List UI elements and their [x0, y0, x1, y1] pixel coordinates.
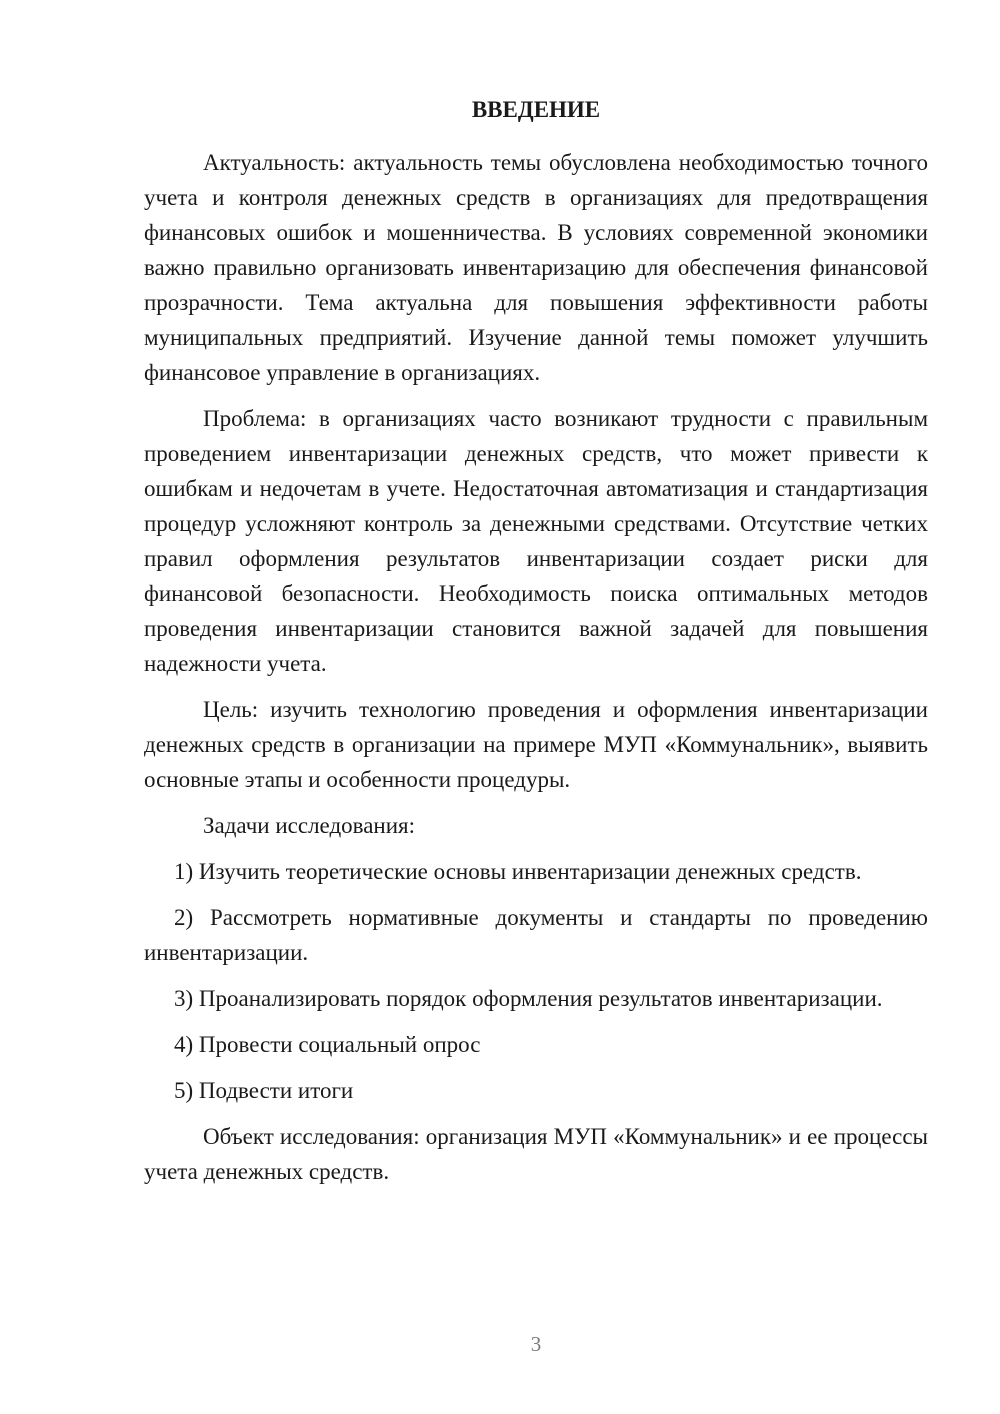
task-item-2: 2) Рассмотреть нормативные документы и стандарты по проведению инвентаризации.	[144, 905, 928, 965]
problem-paragraph: Проблема: в организациях часто возникают трудности с правильным проведением инвентаризации денежных средств, что может привести к ошибкам и недочетам в учете. Недостаточная автоматизация и стандартизация процедур усложняют контроль за денежными средствами. Отсутствие четких правил оформления результатов инвентаризации создает риски для финансовой безопасности. Необходимость поиска оптимальных методов проведения инвентаризации становится важной задачей для повышения надежности учета.	[144, 406, 928, 676]
goal-paragraph: Цель: изучить технологию проведения и оформления инвентаризации денежных средств в организации на примере МУП «Коммунальник», выявить основные этапы и особенности процедуры.	[144, 697, 928, 792]
task-item-3: 3) Проанализировать порядок оформления результатов инвентаризации.	[174, 986, 883, 1011]
object-paragraph: Объект исследования: организация МУП «Коммунальник» и ее процессы учета денежных средств.	[144, 1124, 928, 1184]
section-heading: ВВЕДЕНИЕ	[471, 97, 601, 122]
page-number: 3	[530, 1332, 542, 1356]
task-item-1: 1) Изучить теоретические основы инвентаризации денежных средств.	[174, 859, 862, 884]
page-content	[144, 92, 928, 1189]
relevance-paragraph: Актуальность: актуальность темы обусловлена необходимостью точного учета и контроля денежных средств в организациях для предотвращения финансовых ошибок и мошенничества. В условиях современной экономики важно правильно организовать инвентаризацию для обеспечения финансовой прозрачности. Тема актуальна для повышения эффективности работы муниципальных предприятий. Изучение данной темы поможет улучшить финансовое управление в организациях.	[144, 150, 928, 385]
tasks-title: Задачи исследования:	[203, 813, 416, 838]
task-item-5: 5) Подвести итоги	[174, 1078, 354, 1103]
task-item-4: 4) Провести социальный опрос	[174, 1032, 481, 1057]
